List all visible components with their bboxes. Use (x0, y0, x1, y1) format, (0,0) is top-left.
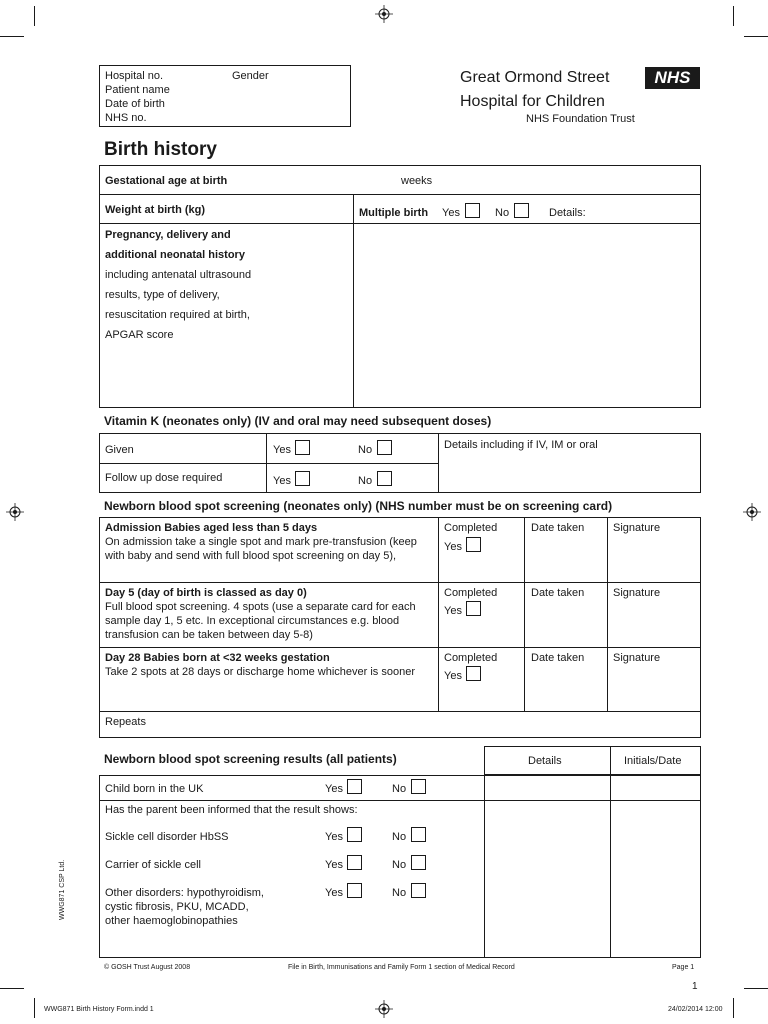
multiple-details-label: Details: (549, 207, 586, 219)
sickle-no-checkbox[interactable] (411, 827, 426, 842)
uk-yes-checkbox[interactable] (347, 779, 362, 794)
filing-note: File in Birth, Immunisations and Family Form 1 section of Medical Record (288, 964, 515, 971)
follow-up-yes-label: Yes (273, 475, 291, 487)
divider (610, 746, 611, 775)
other-no-checkbox[interactable] (411, 883, 426, 898)
registration-mark-icon (375, 5, 393, 23)
vitamin-k-details-label: Details including if IV, IM or oral (444, 439, 598, 451)
vitamin-k-heading: Vitamin K (neonates only) (IV and oral may need subsequent doses) (104, 414, 492, 428)
page-number: 1 (692, 981, 698, 992)
date-of-birth-label: Date of birth (105, 98, 165, 110)
signature-label: Signature (613, 587, 661, 599)
follow-up-yes-checkbox[interactable] (295, 471, 310, 486)
signature-label: Signature (613, 652, 661, 664)
carrier-no-label: No (392, 859, 407, 871)
weeks-label: weeks (401, 175, 433, 187)
sickle-yes-label: Yes (325, 831, 343, 843)
carrier-no-checkbox[interactable] (411, 855, 426, 870)
screening-heading: Newborn blood spot screening (neonates only) (NHS number must be on screening card) (104, 499, 613, 513)
other-yes-checkbox[interactable] (347, 883, 362, 898)
day28-completed-checkbox[interactable] (466, 666, 481, 681)
logo-line2: Hospital for Children (460, 93, 605, 110)
child-born-uk-label: Child born in the UK (105, 783, 204, 795)
crop-mark (34, 998, 35, 1018)
date-taken-label: Date taken (531, 522, 585, 534)
crop-mark (0, 36, 24, 37)
crop-mark (744, 36, 768, 37)
crop-mark (34, 6, 35, 26)
admission-completed-checkbox[interactable] (466, 537, 481, 552)
pregnancy-label-2: additional neonatal history (105, 249, 245, 261)
completed-label: Completed (444, 587, 498, 599)
sickle-label: Sickle cell disorder HbSS (105, 831, 229, 843)
details-header: Details (528, 755, 562, 767)
multiple-yes-label: Yes (442, 207, 460, 219)
crop-mark (733, 6, 734, 26)
hospital-no-label: Hospital no. (105, 70, 164, 82)
carrier-label: Carrier of sickle cell (105, 859, 201, 871)
nhs-logo: NHS (645, 67, 700, 89)
divider (99, 647, 701, 648)
multiple-birth-yes-checkbox[interactable] (465, 203, 480, 218)
uk-no-label: No (392, 783, 407, 795)
divider (438, 433, 439, 493)
page-title: Birth history (104, 139, 217, 160)
logo-line1: Great Ormond Street (460, 69, 610, 86)
file-name: WWG871 Birth History Form.indd 1 (44, 1006, 154, 1013)
page-label: Page 1 (672, 964, 695, 971)
other-disorders-label: Other disorders: hypothyroidism, (105, 887, 264, 899)
crop-mark (0, 988, 24, 989)
uk-yes-label: Yes (325, 783, 343, 795)
divider (353, 194, 354, 408)
carrier-yes-checkbox[interactable] (347, 855, 362, 870)
completed-yes-label: Yes (444, 605, 462, 617)
completed-label: Completed (444, 652, 498, 664)
divider (99, 711, 701, 712)
informed-label: Has the parent been informed that the result shows: (105, 804, 358, 816)
completed-yes-label: Yes (444, 541, 462, 553)
screening-row-text: Full blood spot screening. 4 spots (use a separate card for each sample day 1, 5 etc. In exceptional circumstances e.g. blood transfusion can be taken between day 5-8) (105, 601, 416, 641)
divider (484, 775, 485, 958)
pregnancy-note: results, type of delivery, (105, 289, 220, 301)
given-no-checkbox[interactable] (377, 440, 392, 455)
screening-row-text: Take 2 spots at 28 days or discharge home whichever is sooner (105, 666, 415, 678)
divider (610, 775, 611, 958)
follow-up-label: Follow up dose required (105, 472, 223, 484)
date-taken-label: Date taken (531, 652, 585, 664)
gender-label: Gender (232, 70, 269, 82)
day5-completed-checkbox[interactable] (466, 601, 481, 616)
divider (438, 517, 439, 711)
multiple-birth-label: Multiple birth (359, 207, 429, 219)
patient-name-label: Patient name (105, 84, 170, 96)
uk-no-checkbox[interactable] (411, 779, 426, 794)
other-disorders-label: other haemoglobinopathies (105, 915, 238, 927)
follow-up-no-label: No (358, 475, 373, 487)
date-taken-label: Date taken (531, 587, 585, 599)
pregnancy-history-field[interactable] (355, 225, 699, 406)
pregnancy-note: including antenatal ultrasound (105, 269, 252, 281)
carrier-yes-label: Yes (325, 859, 343, 871)
timestamp: 24/02/2014 12:00 (668, 1006, 723, 1013)
repeats-label: Repeats (105, 716, 146, 728)
given-no-label: No (358, 444, 373, 456)
pregnancy-label-1: Pregnancy, delivery and (105, 229, 231, 241)
side-code: WWG871 CSP Ltd. (59, 859, 66, 920)
initials-date-header: Initials/Date (624, 755, 682, 767)
crop-mark (733, 998, 734, 1018)
registration-mark-icon (375, 1000, 393, 1018)
screening-row-title: Admission Babies aged less than 5 days (105, 522, 318, 534)
registration-mark-icon (6, 503, 24, 521)
screening-row-title: Day 28 Babies born at <32 weeks gestation (105, 652, 330, 664)
given-label: Given (105, 444, 134, 456)
other-yes-label: Yes (325, 887, 343, 899)
divider (266, 433, 267, 493)
given-yes-checkbox[interactable] (295, 440, 310, 455)
sickle-yes-checkbox[interactable] (347, 827, 362, 842)
completed-yes-label: Yes (444, 670, 462, 682)
pregnancy-note: resuscitation required at birth, (105, 309, 250, 321)
other-no-label: No (392, 887, 407, 899)
divider (99, 223, 701, 224)
registration-mark-icon (743, 503, 761, 521)
logo-line3: NHS Foundation Trust (526, 113, 635, 125)
completed-label: Completed (444, 522, 498, 534)
divider (99, 582, 701, 583)
given-yes-label: Yes (273, 444, 291, 456)
divider (99, 463, 439, 464)
crop-mark (744, 988, 768, 989)
results-heading: Newborn blood spot screening results (all patients) (104, 752, 397, 766)
divider (524, 517, 525, 711)
sickle-no-label: No (392, 831, 407, 843)
multiple-no-label: No (495, 207, 510, 219)
nhs-no-label: NHS no. (105, 112, 147, 124)
divider (607, 517, 608, 711)
other-disorders-label: cystic fibrosis, PKU, MCADD, (105, 901, 249, 913)
follow-up-no-checkbox[interactable] (377, 471, 392, 486)
copyright: © GOSH Trust August 2008 (104, 964, 191, 971)
weight-label: Weight at birth (kg) (105, 204, 206, 216)
screening-row-text: On admission take a single spot and mark pre-transfusion (keep with baby and send with full blood spot screening on day 5), (105, 536, 417, 562)
divider (99, 194, 701, 195)
multiple-birth-no-checkbox[interactable] (514, 203, 529, 218)
pregnancy-note: APGAR score (105, 329, 174, 341)
signature-label: Signature (613, 522, 661, 534)
gestational-age-label: Gestational age at birth (105, 175, 228, 187)
screening-row-title: Day 5 (day of birth is classed as day 0) (105, 587, 307, 599)
